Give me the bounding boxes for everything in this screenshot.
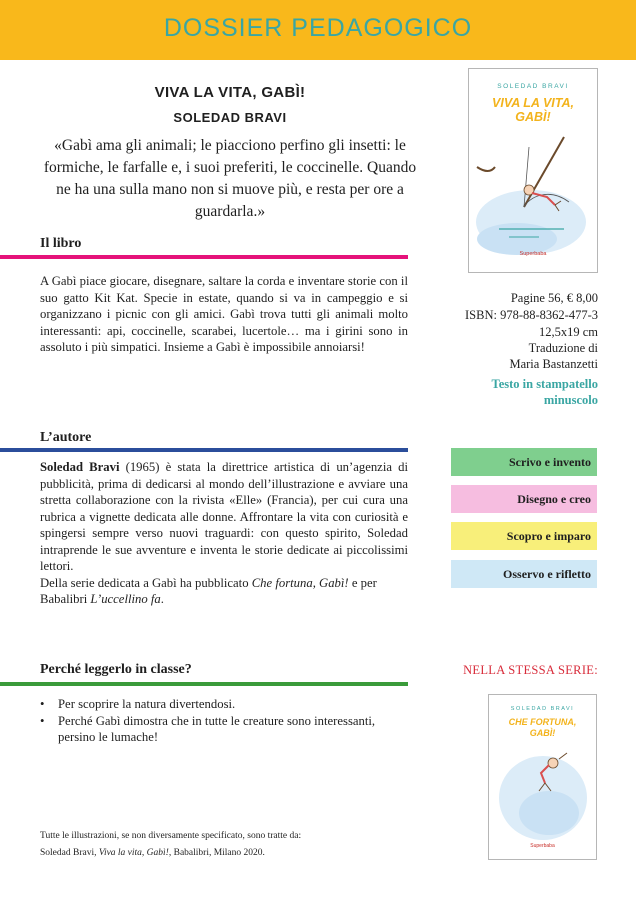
book-title: VIVA LA VITA, GABÌ! [154,84,306,101]
section-title-autore: L’autore [40,430,92,445]
tag-osservo: Osservo e rifletto [451,560,597,588]
book-quote: «Gabì ama gli animali; le piacciono perfino gli insetti: le formiche, le farfalle e, i suoi preferiti, le coccinelle. Quando ne ha una sulla mano non si muove più, e resta per ore a guardarla.» [43,137,417,220]
author-name: Soledad Bravi [40,460,120,474]
footnote-line1: Tutte le illustrazioni, se non diversamente specificato, sono tratte da: [40,831,302,841]
footnote-suffix: , Babalibri, Milano 2020. [168,848,265,858]
book-pages-price: Pagine 56, € 8,00 [510,291,598,305]
series-cover-author: SOLEDAD BRAVI [510,706,575,712]
autore-series-title1: Che fortuna, Gabì! [251,575,349,590]
footnote [40,828,420,862]
autore-series-title2: L’uccellino fa [90,592,161,606]
autore-bio [40,459,408,575]
header-bar [0,0,636,60]
autore-bio-text: (1965) è stata la direttrice artistica di un’agenzia di pubblicità, prima di dedicarsi al mondo dell’illustrazione e avviare una stretta collaborazione con la rivista «Elle» (Francia), per cui cura una rubrica a vignette dedicata alle donne. Affrontare la vita con curiosità e spingersi sempre verso nuovi traguardi: con questo spirito, Soledad intraprende le sue avventure e inventa le storie dedicate ai piccolissimi lettori. [40,460,408,573]
libro-text: A Gabì piace giocare, disegnare, saltare la corda e inventare storie con il suo gatto Kit Kat. Specie in estate, quando si va in campeggio e si organizzano i picnic con gli amici. Gabì trova tutti gli animali molto interessanti: api, coccinelle, scarabei, lucertole… ma i girini sono in assoluto i più simpatici. Insieme a Gabì è impossibile annoiarsi! [40,274,408,354]
cover-title-line1: VIVA LA VITA, [492,96,574,110]
text-style-note: Testo in stampatello [491,377,598,391]
list-item: • Perché Gabì dimostra che in tutte le creature sono interessanti, persino le lumache! [40,713,410,746]
cover-illustration [469,127,598,267]
section-rule-perche [0,682,408,686]
tag-disegno: Disegno e creo [451,485,597,513]
book-size: 12,5x19 cm [538,325,598,339]
series-cover-publisher: Superbaba [530,843,555,849]
book-author: SOLEDAD BRAVI [173,110,287,125]
series-cover-title-line2: GABÌ! [529,728,556,738]
autore-text [40,459,408,608]
footnote-title: Viva la vita, Gabì! [98,848,169,858]
list-item: • Per scoprire la natura divertendosi. [40,696,410,713]
book-translation-label: Traduzione di [528,341,598,355]
cover-title-line2: GABÌ! [515,110,551,124]
autore-series-end: . [160,592,164,606]
autore-series-prefix: Della serie dedicata a Gabì ha pubblicato [40,575,252,590]
book-cover [468,68,598,273]
cover-author: SOLEDAD BRAVI [497,83,569,90]
section-rule-autore [0,448,408,452]
series-label: NELLA STESSA SERIE: [463,663,598,677]
autore-series-mid: e per Babalibri [40,575,377,606]
perche-list [40,696,410,746]
autore-series [40,575,408,608]
section-rule-libro [0,255,408,259]
book-translator: Maria Bastanzetti [509,357,598,371]
footnote-prefix: Soledad Bravi, [40,848,99,858]
cover-publisher: Superbaba [519,251,547,257]
series-book-cover [488,694,597,860]
footnote-line2 [40,845,420,862]
section-title-perche: Perché leggerlo in classe? [40,662,192,677]
text-style-note-2: minuscolo [543,393,598,407]
page-title: DOSSIER PEDAGOGICO [163,14,473,42]
tag-scopro: Scopro e imparo [451,522,597,550]
tag-scrivo: Scrivo e invento [451,448,597,476]
book-isbn: ISBN: 978-88-8362-477-3 [465,308,598,322]
series-cover-title-line1: CHE FORTUNA, [508,717,577,727]
section-title-libro: Il libro [40,236,82,251]
series-cover-illustration [489,743,597,848]
